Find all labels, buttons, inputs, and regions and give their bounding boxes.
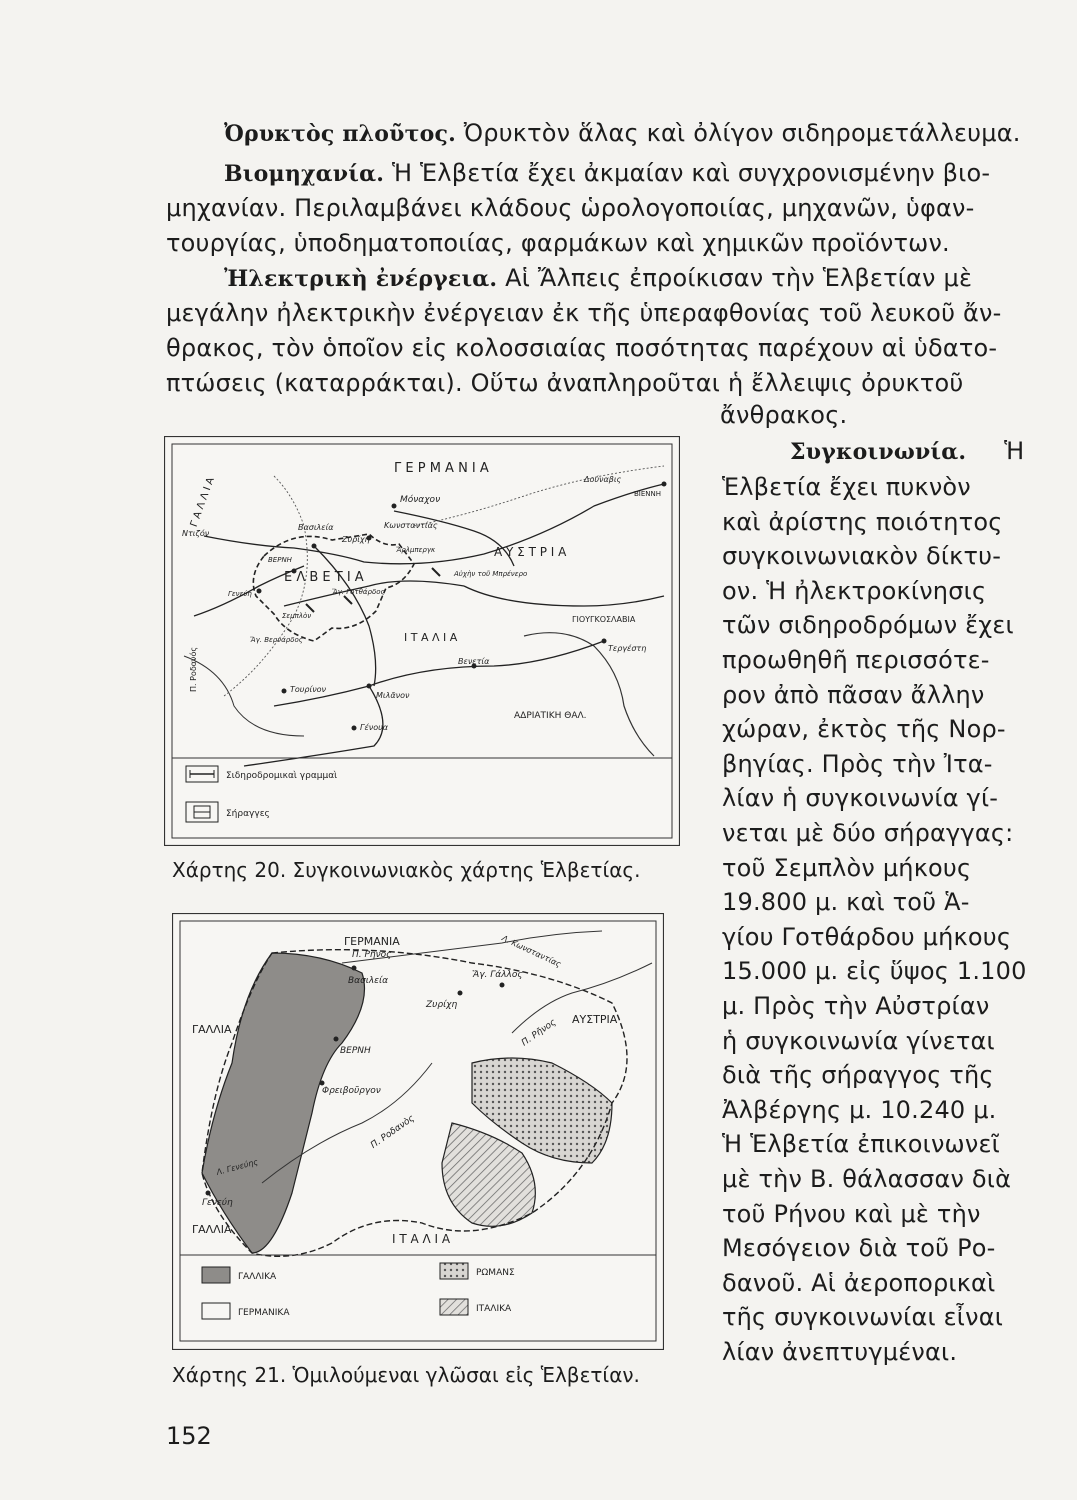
legend-tunnel: Σήραγγες — [226, 809, 270, 819]
communication-line: προωθηθῆ περισσότε- — [722, 646, 990, 674]
map-20-transport — [164, 436, 680, 846]
map-20-svg — [164, 436, 680, 846]
communication-line: ρον ἀπὸ πᾶσαν ἄλλην — [722, 680, 985, 709]
industry-line-2: μηχανίαν. Περιλαμβάνει κλάδους ὡρολογοποιίας, μηχανῶν, ὑφαν- — [166, 194, 975, 222]
communication-line: γίου Γοτθάρδου μήκους — [722, 922, 1012, 951]
legend-rail: Σιδηροδρομικαὶ γραμμαὶ — [226, 771, 338, 781]
mineral-text: Ὀρυκτὸν ἅλας καὶ ὀλίγον σιδηρομετάλλευμα. — [463, 119, 1021, 147]
label-milan: Μιλᾶνον — [376, 691, 410, 700]
industry-heading: Βιομηχανία. — [224, 161, 385, 187]
communication-line: λίαν ἡ συγκοινωνία γί- — [722, 784, 999, 813]
label-geneva: Γενεύη — [228, 590, 252, 598]
french-region — [202, 953, 365, 1253]
label-konstanz: Κωνσταντίας — [384, 521, 438, 530]
energy-line-2: μεγάλην ἠλεκτρικὴν ἐνέργειαν ἐκ τῆς ὑπεραφθονίας τοῦ λευκοῦ ἄν- — [166, 299, 1002, 327]
map-20-legend — [186, 766, 337, 822]
label-rhone: Π. Ροδανός — [189, 646, 198, 692]
west-coast — [184, 656, 304, 736]
communication-line: ἡ συγκοινωνία γίνεται — [722, 1026, 995, 1055]
communication-line: Ἀλβέργης μ. 10.240 μ. — [722, 1095, 997, 1124]
label21-rhone: Π. Ροδανὸς — [369, 1113, 417, 1151]
label-italy: Ι Τ Α Λ Ι Α — [404, 631, 458, 644]
energy-line-3: θρακος, τὸν ὁποῖον εἰς κολοσσιαίας ποσότητας παρέχουν αἱ ὑδατο- — [166, 334, 998, 362]
industry-line-1 — [224, 158, 990, 189]
label-france: Γ Α Λ Λ Ι Α — [188, 476, 217, 529]
label21-italy: Ι Τ Α Λ Ι Α — [392, 1232, 451, 1246]
map-21-caption: Χάρτης 21. Ὁμιλούμεναι γλῶσαι εἰς Ἑλβετίαν. — [172, 1363, 640, 1387]
communication-first-line — [790, 436, 1024, 467]
map-21-svg — [172, 913, 664, 1350]
label21-germany: ΓΕΡΜΑΝΙΑ — [344, 935, 400, 948]
energy-heading: Ἠλεκτρικὴ ἐνέργεια. — [224, 266, 498, 292]
label-arlberg: Ἄρλμπεργκ — [396, 546, 436, 554]
mineral-heading: Ὀρυκτὸς πλοῦτος. — [224, 121, 456, 147]
label-danube: Δούναβις — [584, 475, 622, 484]
map-21-legend — [202, 1263, 515, 1319]
legend-italian: ΙΤΑΛΙΚΑ — [476, 1304, 512, 1314]
page-number: 152 — [166, 1422, 212, 1450]
communication-first-tail: Ἡ — [1004, 437, 1025, 465]
communication-line: τοῦ Σεμπλὸν μήκους — [722, 853, 972, 882]
label21-lake-geneva: Λ. Γενεύης — [215, 1157, 259, 1177]
energy-line-4: πτώσεις (καταρράκται). Οὕτω ἀναπληροῦται ἡ ἔλλειψις ὀρυκτοῦ — [166, 369, 964, 397]
label-adriatic: ΑΔΡΙΑΤΙΚΗ ΘΑΛ. — [514, 711, 587, 721]
label-vienna: ΒΙΕΝΝΗ — [634, 490, 662, 498]
communication-line: συγκοινωνιακὸν δίκτυ- — [722, 542, 1002, 571]
label-dijon: Ντιζόν — [182, 529, 210, 538]
label-trieste: Τεργέστη — [608, 644, 647, 653]
label-genoa: Γένουα — [360, 723, 389, 732]
label-bernard: Ἅγ. Βερνάρδος — [250, 636, 303, 644]
communication-heading: Συγκοινωνία. — [790, 439, 967, 465]
label-basel: Βασιλεία — [298, 523, 334, 532]
label-germany: Γ Ε Ρ Μ Α Ν Ι Α — [394, 461, 489, 476]
communication-line: Μεσόγειον διὰ τοῦ Ρο- — [722, 1234, 996, 1263]
label-austria: Α Υ Σ Τ Ρ Ι Α — [494, 545, 567, 559]
label21-zurich: Ζυρίχη — [426, 1000, 458, 1010]
label-simplon: Σεμπλὸν — [282, 612, 312, 620]
energy-line-1 — [224, 263, 972, 294]
label21-rhine: Π. Ρῆνος — [352, 950, 392, 960]
map-21-languages — [172, 913, 664, 1350]
communication-line: τῶν σιδηροδρόμων ἔχει — [722, 611, 1014, 640]
communication-line: μὲ τὴν Β. θάλασσαν διὰ — [722, 1165, 1012, 1193]
label21-france-bottom: ΓΑΛΛΙΑ — [192, 1223, 232, 1236]
industry-line-3: τουργίας, ὑποδηματοποιίας, φαρμάκων καὶ χημικῶν προϊόντων. — [166, 229, 950, 257]
communication-line: μ. Πρὸς τὴν Αὐστρίαν — [722, 992, 990, 1020]
label21-geneva: Γενεύη — [202, 1198, 233, 1208]
mineral-paragraph — [224, 118, 1021, 149]
label-turin: Τουρίνον — [290, 685, 327, 694]
label-brenner: Αὐχὴν τοῦ Μπρένερο — [454, 570, 528, 578]
communication-line: λίαν ἀνεπτυγμέναι. — [722, 1338, 958, 1366]
label21-konstanz: Λ. Κωνσταντίας — [500, 933, 563, 969]
map-20-labels — [182, 461, 661, 732]
label21-bern: ΒΕΡΝΗ — [340, 1046, 371, 1056]
label-switzerland: Ε Λ Β Ε Τ Ι Α — [284, 570, 364, 585]
communication-line: διὰ τῆς σήραγγος τῆς — [722, 1061, 994, 1090]
label-munich: Μόναχον — [400, 495, 441, 505]
label21-basel: Βασιλεία — [348, 976, 389, 986]
label21-austria: ΑΥΣΤΡΙΑ — [572, 1013, 618, 1026]
legend-french: ΓΑΛΛΙΚΑ — [238, 1272, 277, 1282]
communication-line: χώραν, ἐκτὸς τῆς Νορ- — [722, 715, 1006, 744]
communication-line: Ἡ Ἑλβετία ἐπικοινωνεῖ — [722, 1130, 1000, 1159]
energy-line-5: ἄνθρακος. — [720, 401, 848, 429]
communication-line: βηγίας. Πρὸς τὴν Ἰτα- — [722, 749, 993, 778]
communication-line: τῆς συγκοινωνίαι εἶναι — [722, 1303, 1004, 1332]
communication-line: 19.800 μ. καὶ τοῦ Ἁ- — [722, 888, 970, 917]
energy-text-1: Αἱ Ἄλπεις ἐπροίκισαν τὴν Ἑλβετίαν μὲ — [505, 264, 973, 292]
communication-line: καὶ ἀρίστης ποιότητος — [722, 507, 1003, 536]
communication-line: Ἑλβετία ἔχει πυκνὸν — [722, 473, 971, 501]
communication-line: δανοῦ. Αἱ ἀεροπορικαὶ — [722, 1268, 996, 1297]
legend-romansh: ΡΩΜΑΝΣ — [476, 1268, 515, 1278]
communication-line: 15.000 μ. εἰς ὕψος 1.100 — [722, 957, 1027, 986]
label21-fribourg: Φρειβοῦργον — [322, 1086, 381, 1096]
communication-line: νεται μὲ δύο σήραγγας: — [722, 819, 1014, 847]
label-zurich: Ζυρίχη — [342, 535, 370, 544]
label21-rhine2: Π. Ρῆνος — [519, 1017, 558, 1049]
industry-text-1: Ἡ Ἑλβετία ἔχει ἀκμαίαν καὶ συγχρονισμένην βιο- — [391, 159, 991, 187]
communication-line: τοῦ Ρήνου καὶ μὲ τὴν — [722, 1199, 981, 1228]
label21-france-top: ΓΑΛΛΙΑ — [192, 1023, 232, 1036]
legend-german: ΓΕΡΜΑΝΙΚΑ — [238, 1308, 290, 1318]
label-bern: ΒΕΡΝΗ — [268, 556, 292, 564]
label-yugoslavia: ΓΙΟΥΓΚΟΣΛΑΒΙΑ — [572, 615, 636, 624]
label-gotthard: Ἅγ. Γοτθάρδος — [332, 588, 385, 596]
map-20-caption: Χάρτης 20. Συγκοινωνιακὸς χάρτης Ἑλβετίας. — [172, 858, 641, 882]
label21-stgallen: Ἅγ. Γάλλος — [472, 970, 523, 980]
label-venice: Βενετία — [458, 657, 490, 666]
communication-line: ον. Ἡ ἠλεκτροκίνησις — [722, 576, 987, 605]
